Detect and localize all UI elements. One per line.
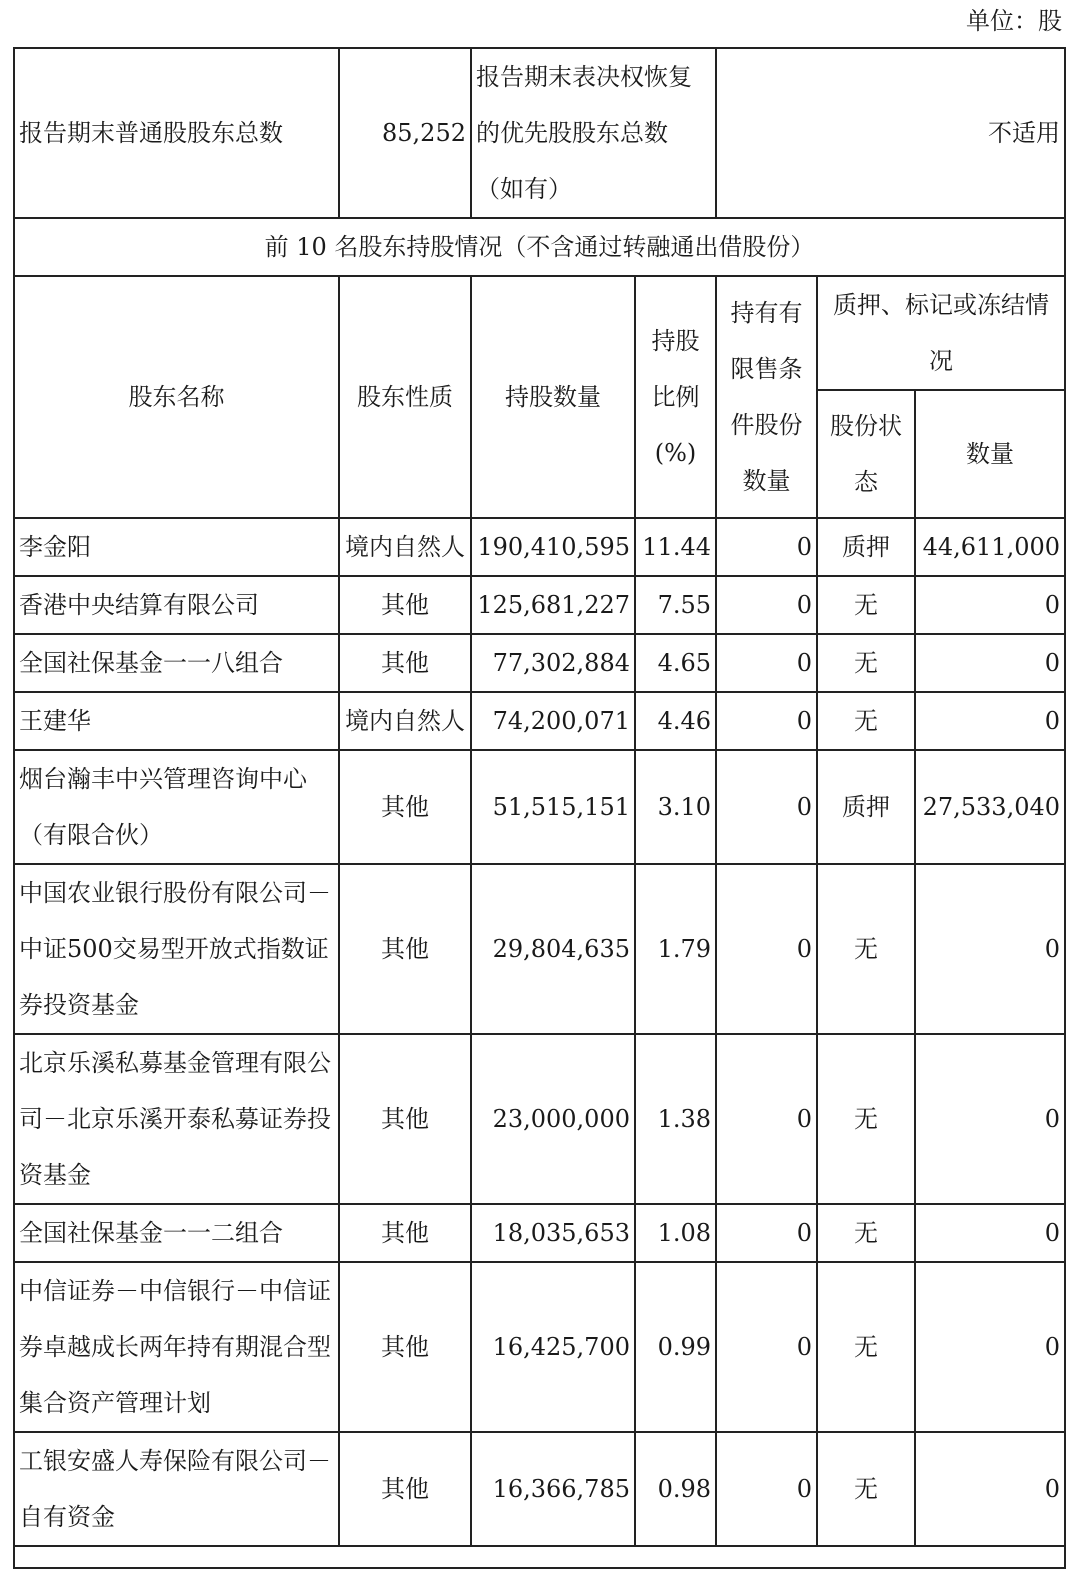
- cell-name: 中信证券－中信银行－中信证券卓越成长两年持有期混合型集合资产管理计划: [14, 1262, 339, 1432]
- header-restricted: 持有有限售条件股份数量: [716, 276, 817, 518]
- cell-ratio: 1.08: [635, 1204, 716, 1262]
- cell-status: 无: [817, 634, 915, 692]
- section-title: 前 10 名股东持股情况（不含通过转融通出借股份）: [14, 218, 1065, 276]
- cell-restricted: 0: [716, 518, 817, 576]
- cell-name: 李金阳: [14, 518, 339, 576]
- cell-restricted: 0: [716, 864, 817, 1034]
- cell-shares: 77,302,884: [471, 634, 635, 692]
- table-row: [14, 1204, 1065, 1262]
- cell-name: 全国社保基金一一二组合: [14, 1204, 339, 1262]
- header-pledge-group: 质押、标记或冻结情况: [817, 276, 1065, 390]
- preferred-holders-label: 报告期末表决权恢复的优先股股东总数（如有）: [471, 48, 716, 218]
- table-row: [14, 1432, 1065, 1546]
- cell-shares: 74,200,071: [471, 692, 635, 750]
- cell-shares: 18,035,653: [471, 1204, 635, 1262]
- cell-nature: 其他: [339, 576, 471, 634]
- unit-label: 单位：股: [966, 7, 1062, 35]
- table-row: [14, 1262, 1065, 1432]
- cell-nature: 其他: [339, 864, 471, 1034]
- cell-shares: 29,804,635: [471, 864, 635, 1034]
- cell-name: 工银安盛人寿保险有限公司－自有资金: [14, 1432, 339, 1546]
- cell-ratio: 0.99: [635, 1262, 716, 1432]
- cell-nature: 其他: [339, 1432, 471, 1546]
- section-title-row: [14, 218, 1065, 276]
- cell-restricted: 0: [716, 1262, 817, 1432]
- total-holders-label: 报告期末普通股股东总数: [14, 48, 339, 218]
- cell-status: 无: [817, 1262, 915, 1432]
- cell-nature: 境内自然人: [339, 518, 471, 576]
- cell-restricted: 0: [716, 750, 817, 864]
- cell-nature: 其他: [339, 750, 471, 864]
- cell-restricted: 0: [716, 1432, 817, 1546]
- table-row: [14, 864, 1065, 1034]
- cell-restricted: 0: [716, 1204, 817, 1262]
- cell-nature: 其他: [339, 1034, 471, 1204]
- cell-quantity: 0: [915, 864, 1065, 1034]
- cell-nature: 其他: [339, 1204, 471, 1262]
- cell-ratio: 1.79: [635, 864, 716, 1034]
- cell-ratio: 4.65: [635, 634, 716, 692]
- cell-ratio: 1.38: [635, 1034, 716, 1204]
- cell-status: 无: [817, 1034, 915, 1204]
- header-shares: 持股数量: [471, 276, 635, 518]
- cell-restricted: 0: [716, 1034, 817, 1204]
- cell-restricted: 0: [716, 692, 817, 750]
- cell-ratio: 0.98: [635, 1432, 716, 1546]
- total-holders-value: 85,252: [339, 48, 471, 218]
- cell-status: 质押: [817, 518, 915, 576]
- header-name: 股东名称: [14, 276, 339, 518]
- table-row: [14, 1034, 1065, 1204]
- table-row: [14, 518, 1065, 576]
- cell-status: 无: [817, 692, 915, 750]
- cell-ratio: 7.55: [635, 576, 716, 634]
- header-status: 股份状态: [817, 390, 915, 518]
- cell-status: 无: [817, 576, 915, 634]
- cell-quantity: 0: [915, 576, 1065, 634]
- cell-quantity: 0: [915, 634, 1065, 692]
- cell-quantity: 44,611,000: [915, 518, 1065, 576]
- cell-name: 王建华: [14, 692, 339, 750]
- header-row: [14, 276, 1065, 390]
- table-row: [14, 576, 1065, 634]
- cell-name: 北京乐溪私募基金管理有限公司－北京乐溪开泰私募证券投资基金: [14, 1034, 339, 1204]
- cell-quantity: 0: [915, 692, 1065, 750]
- cell-shares: 16,425,700: [471, 1262, 635, 1432]
- cell-ratio: 11.44: [635, 518, 716, 576]
- table-row: [14, 634, 1065, 692]
- cell-name: 全国社保基金一一八组合: [14, 634, 339, 692]
- cell-nature: 其他: [339, 634, 471, 692]
- cell-quantity: 0: [915, 1034, 1065, 1204]
- cell-status: 无: [817, 864, 915, 1034]
- cell-restricted: 0: [716, 634, 817, 692]
- cell-shares: 16,366,785: [471, 1432, 635, 1546]
- shareholder-table: [13, 47, 1066, 1569]
- cell-shares: 190,410,595: [471, 518, 635, 576]
- cell-ratio: 4.46: [635, 692, 716, 750]
- summary-row: [14, 48, 1065, 218]
- cell-nature: 其他: [339, 1262, 471, 1432]
- cell-quantity: 0: [915, 1262, 1065, 1432]
- cell-quantity: 0: [915, 1432, 1065, 1546]
- cell-shares: 23,000,000: [471, 1034, 635, 1204]
- cell-name: 中国农业银行股份有限公司－中证500交易型开放式指数证券投资基金: [14, 864, 339, 1034]
- cell-status: 无: [817, 1432, 915, 1546]
- table-row: [14, 750, 1065, 864]
- cell-shares: 51,515,151: [471, 750, 635, 864]
- cell-nature: 境内自然人: [339, 692, 471, 750]
- cell-status: 质押: [817, 750, 915, 864]
- cell-ratio: 3.10: [635, 750, 716, 864]
- cell-quantity: 0: [915, 1204, 1065, 1262]
- table-body: [14, 518, 1065, 1546]
- header-nature: 股东性质: [339, 276, 471, 518]
- header-ratio: 持股比例(%): [635, 276, 716, 518]
- cell-shares: 125,681,227: [471, 576, 635, 634]
- cell-name: 香港中央结算有限公司: [14, 576, 339, 634]
- header-quantity: 数量: [915, 390, 1065, 518]
- cell-quantity: 27,533,040: [915, 750, 1065, 864]
- preferred-holders-value: 不适用: [716, 48, 1065, 218]
- table-row: [14, 692, 1065, 750]
- cell-restricted: 0: [716, 576, 817, 634]
- cell-status: 无: [817, 1204, 915, 1262]
- cell-name: 烟台瀚丰中兴管理咨询中心（有限合伙）: [14, 750, 339, 864]
- table-continuation: [14, 1546, 1065, 1568]
